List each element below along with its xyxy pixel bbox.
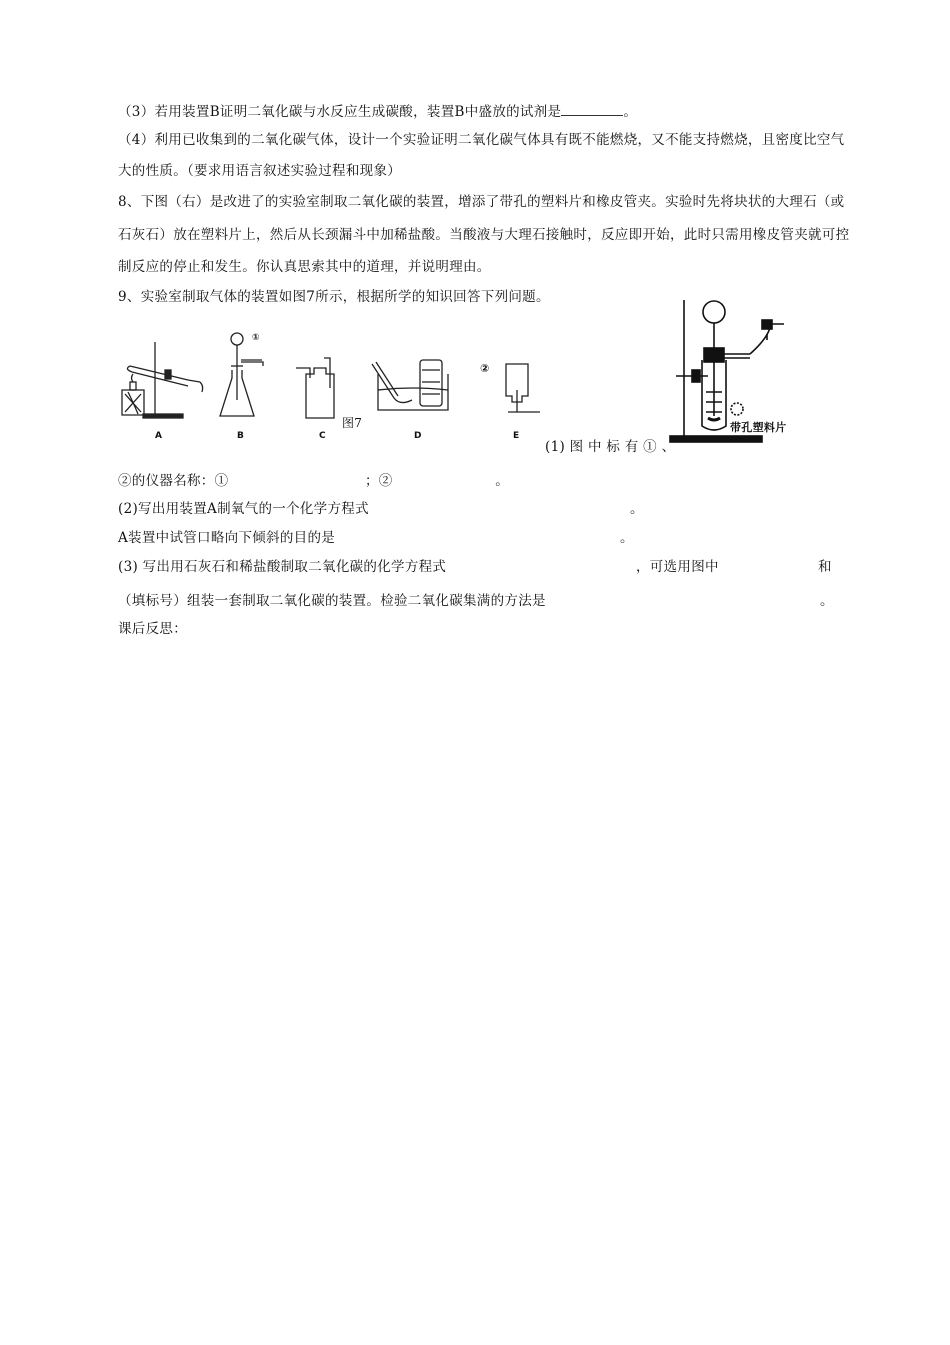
q9-sub2-line2-end: 。 [620, 530, 634, 546]
figure7-apparatus [110, 330, 550, 440]
q9-sub3-line1-end: 和 [818, 559, 832, 575]
q9-sub3-line2-end: 。 [820, 593, 834, 609]
marker-1: ① [252, 333, 260, 343]
apparatus-e-icon [506, 364, 540, 412]
q9-sub3-line2: （填标号）组装一套制取二氧化碳的装置。检验二氧化碳集满的方法是 [118, 593, 546, 609]
apparatus-c-icon [296, 358, 334, 418]
q9-sub2-line2: A装置中试管口略向下倾斜的目的是 [118, 530, 336, 546]
perforated-plate-label: 带孔塑料片 [730, 421, 787, 434]
q8-line2: 石灰石）放在塑料片上，然后从长颈漏斗中加稀盐酸。当酸液与大理石接触时，反应即开始，此时只需用橡皮管夹就可控 [118, 227, 850, 243]
apparatus-a-icon [122, 342, 203, 418]
q7-part3-end: 。 [623, 104, 638, 120]
q7-part3-text: （3）若用装置B证明二氧化碳与水反应生成碳酸，装置B中盛放的试剂是 [118, 104, 562, 120]
apparatus-label-b: B [237, 431, 244, 441]
apparatus-b-icon [220, 333, 263, 416]
apparatus-d-icon [372, 360, 448, 410]
q9-sub1-label-a: ②的仪器名称：① [118, 473, 229, 489]
q9-sub2-line1-end: 。 [630, 501, 644, 517]
q9-sub1-start: (1) 图 中 标 有 ① 、 [545, 439, 676, 455]
q9-sub1-end: 。 [495, 473, 510, 489]
figure7-caption: 图7 [342, 416, 363, 430]
apparatus-label-c: C [319, 431, 326, 441]
apparatus-label-a: A [155, 431, 162, 441]
q9-sub1-label-b: ；② [365, 473, 393, 489]
q9-sub2-line1: (2)写出用装置A制氧气的一个化学方程式 [118, 501, 369, 517]
q8-line3: 制反应的停止和发生。你认真思索其中的道理，并说明理由。 [118, 259, 491, 275]
q9-sub1-line2 [118, 472, 509, 490]
q7-part4-line1: （4）利用已收集到的二氧化碳气体，设计一个实验证明二氧化碳气体具有既不能燃烧，又不能支持燃烧，且密度比空气 [118, 132, 845, 148]
q8-line1: 8、下图（右）是改进了的实验室制取二氧化碳的装置，增添了带孔的塑料片和橡皮管夹。实验时先将块状的大理石（或 [118, 194, 845, 210]
apparatus-label-e: E [513, 431, 520, 441]
apparatus-label-d: D [414, 431, 422, 441]
q7-part3 [118, 102, 637, 121]
marker-2: ② [480, 362, 490, 375]
q9-sub3-line1-mid: ，可选用图中 [636, 559, 719, 575]
q7-part3-blank[interactable] [561, 102, 623, 116]
q9-sub3-line1: (3) 写出用石灰石和稀盐酸制取二氧化碳的化学方程式 [118, 559, 447, 575]
q7-part4-line2: 大的性质。（要求用语言叙述实验过程和现象） [118, 163, 402, 179]
q9-intro: 9、实验室制取气体的装置如图7所示，根据所学的知识回答下列问题。 [118, 289, 550, 305]
reflection-heading: 课后反思： [118, 621, 187, 637]
